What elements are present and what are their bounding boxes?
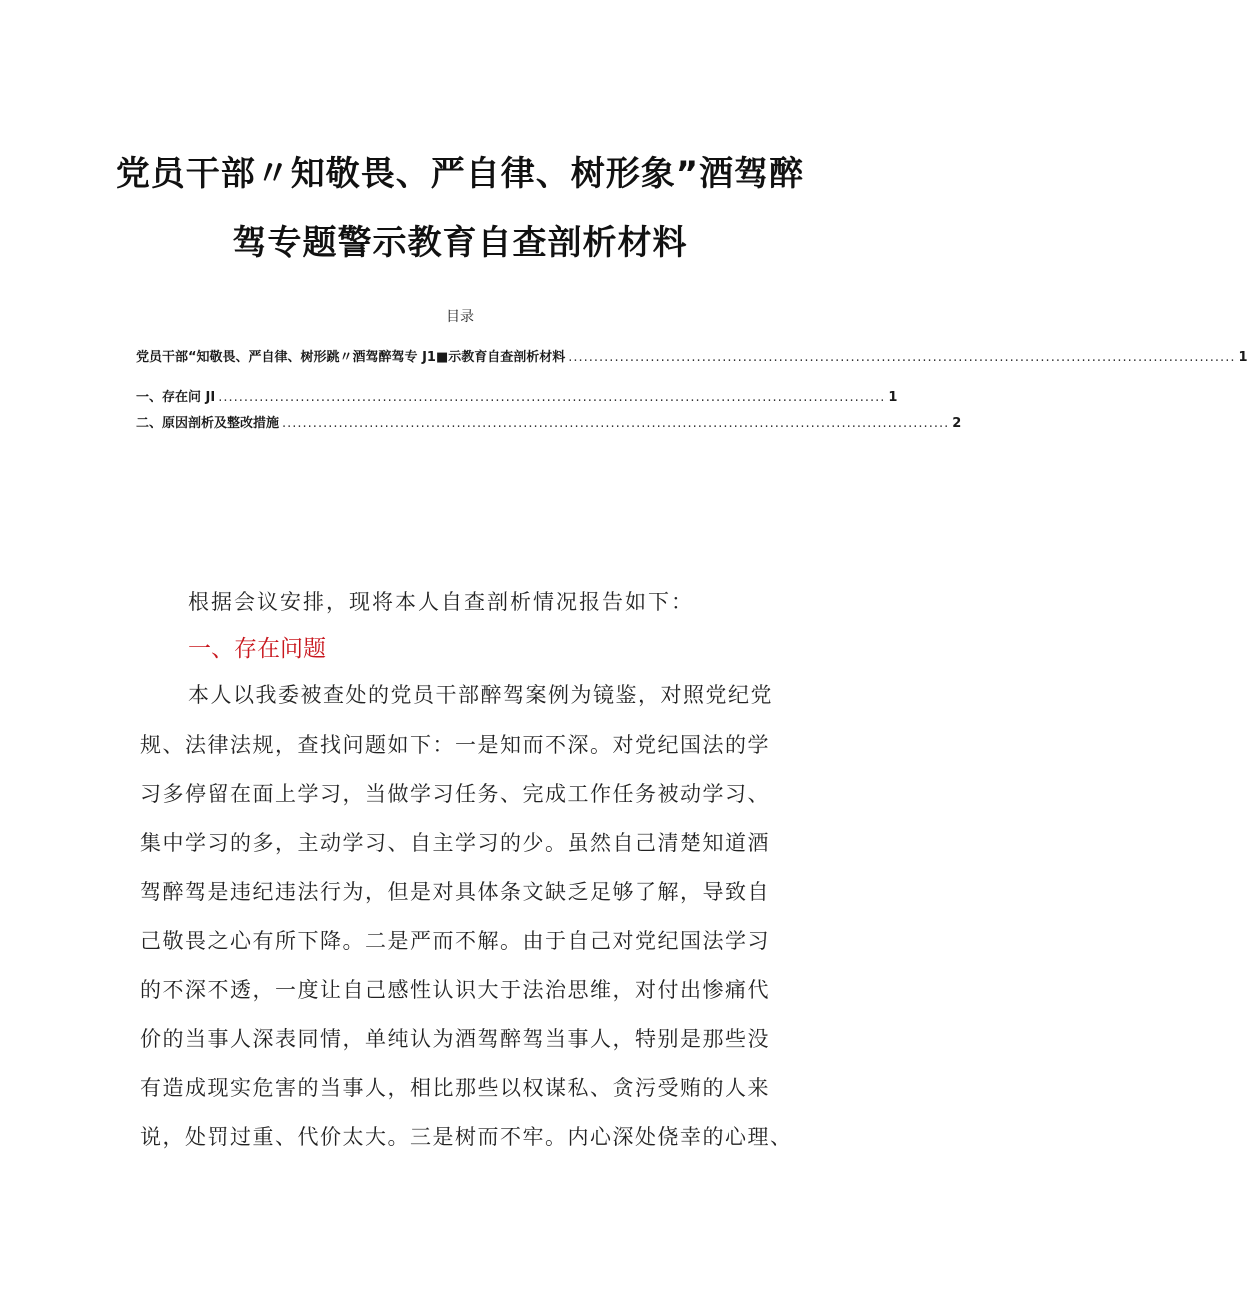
toc-entry[interactable] [136, 346, 1248, 365]
document-title-line-2: 驾专题警示教育自查剖析材料 [232, 223, 688, 263]
document-title-line-1: 党员干部〃知敬畏、严自律、树形象”酒驾醉 [115, 154, 805, 194]
toc-leader-dots: .................................................................................................................................. [218, 390, 886, 405]
toc-entry-text: 党员干部“知敬畏、严自律、树形跳〃酒驾醉驾专 J1■示教育自查剖析材料 [136, 350, 566, 365]
body-text-line: 本人以我委被查处的党员干部醉驾案例为镜鉴，对照党纪党 [188, 683, 773, 707]
toc-heading: 目录 [446, 309, 474, 325]
body-text-line: 规、法律法规，查找问题如下：一是知而不深。对党纪国法的学 [140, 733, 770, 757]
body-text-line: 己敬畏之心有所下降。二是严而不解。由于自己对党纪国法学习 [140, 929, 770, 953]
body-text-line: 价的当事人深表同情，单纯认为酒驾醉驾当事人，特别是那些没 [140, 1027, 770, 1051]
body-text-line: 有造成现实危害的当事人，相比那些以权谋私、贪污受贿的人来 [140, 1076, 770, 1100]
toc-leader-dots: .................................................................................................................................. [282, 416, 950, 431]
body-text-line: 集中学习的多，主动学习、自主学习的少。虽然自己清楚知道酒 [140, 831, 770, 855]
toc-entry[interactable] [136, 412, 962, 431]
body-text-line: 说，处罚过重、代价太大。三是树而不牢。内心深处侥幸的心理、 [140, 1125, 793, 1149]
toc-entry-page: 1 [1238, 350, 1248, 365]
intro-paragraph: 根据会议安排，现将本人自查剖析情况报告如下： [188, 590, 694, 614]
section-heading: 一、存在问题 [188, 636, 326, 662]
toc-entry-text: 二、原因剖析及整改措施 [136, 416, 280, 431]
toc-entry[interactable] [136, 386, 898, 405]
body-text-line: 习多停留在面上学习，当做学习任务、完成工作任务被动学习、 [140, 782, 770, 806]
toc-entry-text: 一、存在问 JI [136, 390, 216, 405]
body-text-line: 驾醉驾是违纪违法行为，但是对具体条文缺乏足够了解，导致自 [140, 880, 770, 904]
toc-entry-page: 2 [952, 416, 962, 431]
toc-leader-dots: .................................................................................................................................. [568, 350, 1236, 365]
toc-entry-page: 1 [888, 390, 898, 405]
body-text-line: 的不深不透，一度让自己感性认识大于法治思维，对付出惨痛代 [140, 978, 770, 1002]
